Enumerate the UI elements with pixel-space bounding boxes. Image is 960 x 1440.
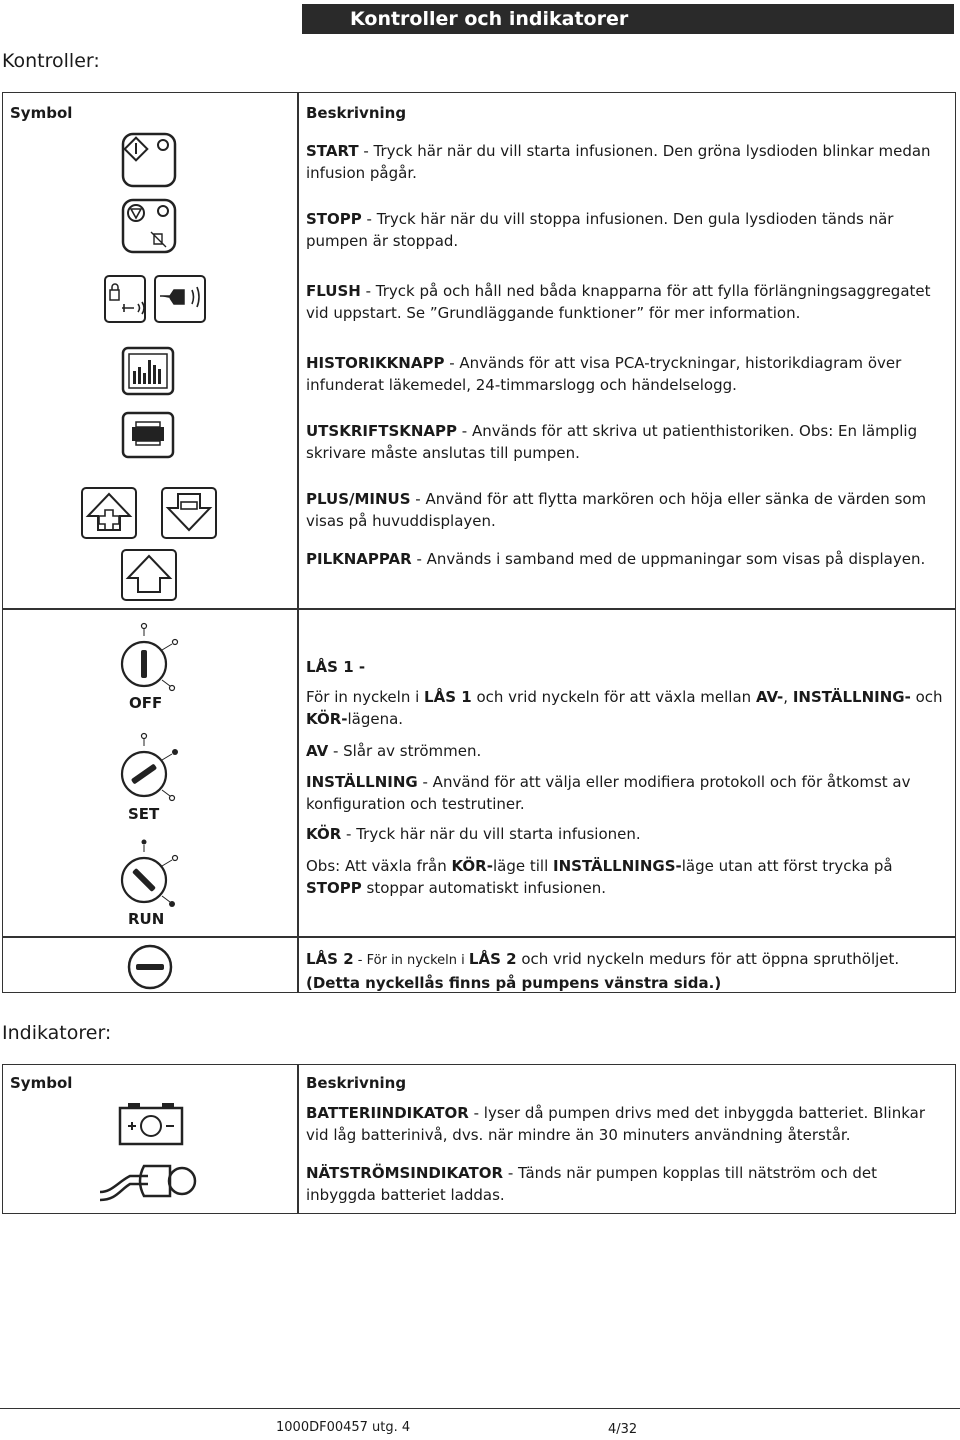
arrow-up-icon (120, 548, 178, 604)
lock-2-icon (124, 942, 176, 992)
lock1-setting: INSTÄLLNING - Använd för att välja eller modifiera protokoll och för åtkomst av konfiguration och testrutiner. (306, 773, 911, 813)
dial-run-label: RUN (128, 910, 165, 928)
mains-plug-icon (96, 1162, 206, 1208)
controls-col-description: Beskrivning (306, 104, 407, 122)
arrows-description: PILKNAPPAR - Används i samband med de uppmaningar som visas på displayen. (306, 550, 926, 568)
battery-icon (114, 1100, 188, 1148)
mains-description: NÄTSTRÖMSINDIKATOR - Tänds när pumpen kopplas till nätström och det inbyggda batteriet laddas. (306, 1164, 878, 1204)
history-bars-icon (120, 345, 176, 397)
lock1-heading: LÅS 1 - (306, 658, 366, 676)
dial-off-label: OFF (129, 694, 163, 712)
footer-doc-id: 1000DF00457 utg. 4 (276, 1420, 411, 1435)
controls-heading: Kontroller: (2, 50, 100, 72)
flush-buttons-icon (100, 272, 220, 328)
controls-row-divider (2, 608, 956, 610)
controls-column-divider (297, 92, 299, 993)
indicators-col-description: Beskrivning (306, 1074, 407, 1092)
controls-row-divider-2 (2, 936, 956, 938)
controls-col-symbol: Symbol (10, 104, 73, 122)
flush-description: FLUSH - Tryck på och håll ned båda knapparna för att fylla förlängningsaggregatet vid uppstart. Se ”Grundläggande funktioner” för mer information. (306, 282, 931, 322)
indicators-col-symbol: Symbol (10, 1074, 73, 1092)
lock1-av: AV - Slår av strömmen. (306, 742, 482, 760)
lock2-description: LÅS 2 - För in nyckeln i LÅS 2 och vrid nyckeln medurs för att öppna spruthöljet. (Detta nyckellås finns på pumpens vänstra sida.) (306, 950, 900, 992)
indicators-heading: Indikatorer: (2, 1022, 112, 1044)
battery-description: BATTERIINDIKATOR - lyser då pumpen drivs med det inbyggda batteriet. Blinkar vid låg batterinivå, dvs. när mindre än 30 minuters användning återstår. (306, 1104, 926, 1144)
footer-rule (0, 1408, 960, 1409)
stop-description: STOPP - Tryck här när du vill stoppa infusionen. Den gula lysdioden tänds när pumpen är stoppad. (306, 210, 894, 250)
footer-page-number: 4/32 (608, 1422, 638, 1437)
plusminus-description: PLUS/MINUS - Använd för att flytta markören och höja eller sänka de värden som visas på huvuddisplayen. (306, 490, 927, 530)
lock1-paragraph: För in nyckeln i LÅS 1 och vrid nyckeln för att växla mellan AV-, INSTÄLLNING- och KÖR-lägena. (306, 688, 943, 728)
plus-minus-arrows-icon (80, 486, 220, 542)
printer-icon (120, 410, 176, 460)
lock1-note: Obs: Att växla från KÖR-läge till INSTÄLLNINGS-läge utan att först trycka på STOPP stoppar automatiskt infusionen. (306, 857, 893, 897)
lock1-run: KÖR - Tryck här när du vill starta infusionen. (306, 825, 641, 843)
history-description: HISTORIKKNAPP - Används för att visa PCA-tryckningar, historikdiagram över infunderat läkemedel, 24-timmarslogg och händelselogg. (306, 354, 902, 394)
indicators-column-divider (297, 1064, 299, 1214)
start-description: START - Tryck här när du vill starta infusionen. Den gröna lysdioden blinkar medan infusion pågår. (306, 142, 931, 182)
stop-button-icon (120, 198, 178, 254)
page-title: Kontroller och indikatorer (302, 4, 954, 34)
dial-set-label: SET (128, 805, 160, 823)
start-button-icon (120, 132, 178, 188)
print-description: UTSKRIFTSKNAPP - Används för att skriva ut patienthistoriken. Obs: En lämplig skrivare måste anslutas till pumpen. (306, 422, 918, 462)
